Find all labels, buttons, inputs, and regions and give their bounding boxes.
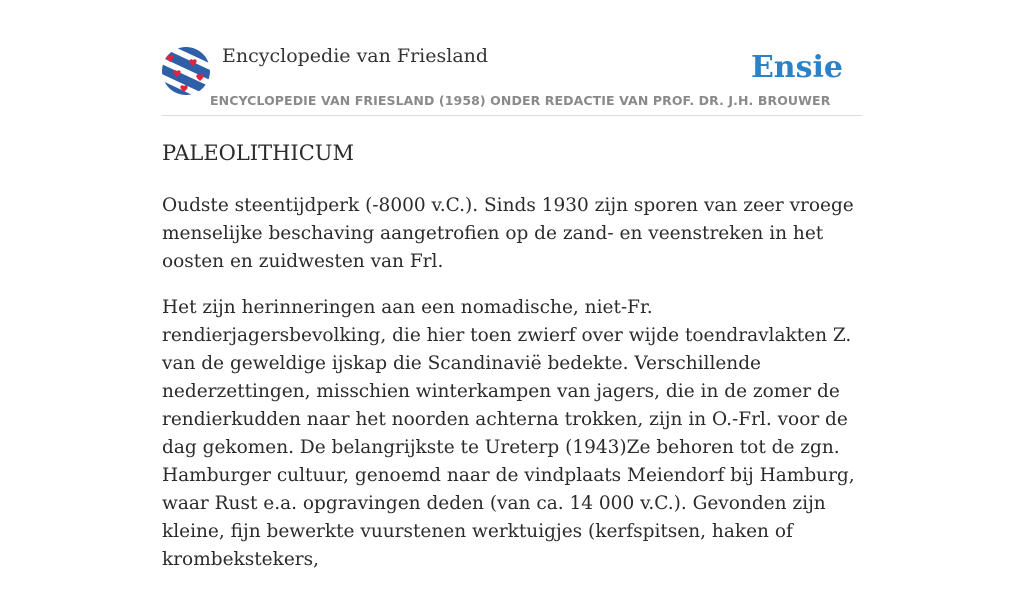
article-paragraph: Oudste steentijdperk (-8000 v.C.). Sinds 1930 zijn sporen van zeer vroege menselijke beschaving aangetrofien op de zand- en veenstreken in het oosten en zuidwesten van Frl. <box>162 195 854 272</box>
article-headword: PALEOLITHICUM <box>162 141 354 165</box>
ensie-brand-logo[interactable]: Ensie <box>750 50 843 85</box>
article-body <box>162 192 866 592</box>
site-title[interactable]: Encyclopedie van Friesland <box>222 45 489 67</box>
frisian-flag-icon[interactable] <box>162 47 210 95</box>
article-paragraph: Het zijn herinneringen aan een nomadische, niet-Fr. rendierjagersbevolking, die hier toen zwierf over wijde toendravlakten Z. van de geweldige ijskap die Scandinavië bedekte. Verschillende nederzettingen, misschien winterkampen van jagers, die in de zomer de rendierkudden naar het noorden achterna trokken, zijn in O.-Frl. voor de dag gekomen. De belangrijkste te Ureterp (1943)Ze behoren tot de zgn. Hamburger cultuur, genoemd naar de vindplaats Meiendorf bij Hamburg, waar Rust e.a. opgravingen deden (van ca. 14 000 v.C.). Gevonden zijn kleine, fijn bewerkte vuurstenen werktuigjes (kerfspitsen, haken of krombekstekers, <box>162 297 855 570</box>
site-subtitle: ENCYCLOPEDIE VAN FRIESLAND (1958) ONDER REDACTIE VAN PROF. DR. J.H. BROUWER <box>210 93 831 108</box>
header-divider <box>162 115 862 116</box>
